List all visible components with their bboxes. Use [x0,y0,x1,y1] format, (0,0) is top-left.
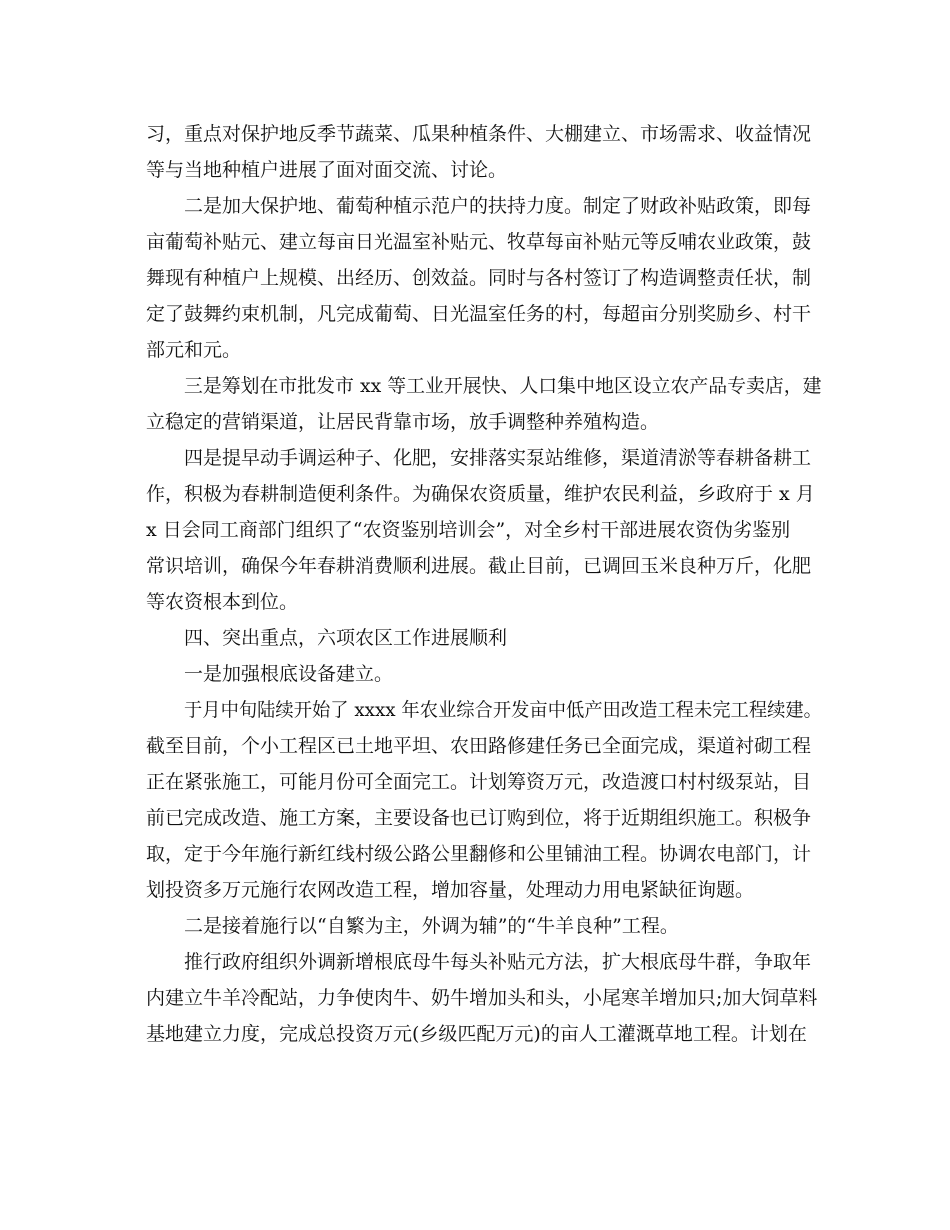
text-line: 习，重点对保护地反季节蔬菜、瓜果种植条件、大棚建立、市场需求、收益情况 [146,123,812,145]
text-line: 划投资多万元施行农网改造工程，增加容量，处理动力用电紧缺征询题。 [146,879,755,901]
text-line: 亩葡萄补贴元、建立每亩日光温室补贴元、牧草每亩补贴元等反哺农业政策，鼓 [146,231,812,253]
text-line: 推行政府组织外调新增根底母牛每头补贴元方法，扩大根底母牛群，争取年 [184,951,812,973]
text-line: 作，积极为春耕制造便利条件。为确保农资质量，维护农民利益，乡政府于 x 月 [146,483,815,505]
text-line: 二是接着施行以“自繁为主，外调为辅”的“牛羊良种”工程。 [184,915,679,937]
text-line: 取，定于今年施行新红线村级公路公里翻修和公里铺油工程。协调农电部门，计 [146,843,812,865]
section-heading: 四、突出重点，六项农区工作进展顺利 [184,627,508,649]
text-line: 三是筹划在市批发市 xx 等工业开展快、人口集中地区设立农产品专卖店，建 [184,375,822,397]
text-line: 前已完成改造、施工方案，主要设备也已订购到位，将于近期组织施工。积极争 [146,807,812,829]
text-line: 等与当地种植户进展了面对面交流、讨论。 [146,159,508,181]
text-line: 正在紧张施工，可能月份可全面完工。计划筹资万元，改造渡口村村级泵站，目 [146,771,812,793]
text-line: 一是加强根底设备建立。 [184,663,394,685]
text-line: 基地建立力度，完成总投资万元(乡级匹配万元)的亩人工灌溉草地工程。计划在 [146,1023,807,1045]
text-line: 常识培训，确保今年春耕消费顺利进展。截止目前，已调回玉米良种万斤，化肥 [146,555,812,577]
text-line: 等农资根本到位。 [146,591,299,613]
text-line: 舞现有种植户上规模、出经历、创效益。同时与各村签订了构造调整责任状，制 [146,267,812,289]
text-line: 内建立牛羊冷配站，力争使肉牛、奶牛增加头和头，小尾寒羊增加只;加大饲草料 [146,987,818,1009]
text-line: 二是加大保护地、葡萄种植示范户的扶持力度。制定了财政补贴政策，即每 [184,195,812,217]
text-line: 定了鼓舞约束机制，凡完成葡萄、日光温室任务的村，每超亩分别奖励乡、村干 [146,303,812,325]
text-line: 部元和元。 [146,339,242,361]
text-line: 截至目前，个小工程区已土地平坦、农田路修建任务已全面完成，渠道衬砌工程 [146,735,812,757]
text-line: 立稳定的营销渠道，让居民背靠市场，放手调整种养殖构造。 [146,411,660,433]
text-line: x 日会同工商部门组织了“农资鉴别培训会”，对全乡村干部进展农资伪劣鉴别 [146,519,791,541]
text-line: 四是提早动手调运种子、化肥，安排落实泵站维修，渠道清淤等春耕备耕工 [184,447,812,469]
text-line: 于月中旬陆续开始了 xxxx 年农业综合开发亩中低产田改造工程未完工程续建。 [184,699,822,721]
